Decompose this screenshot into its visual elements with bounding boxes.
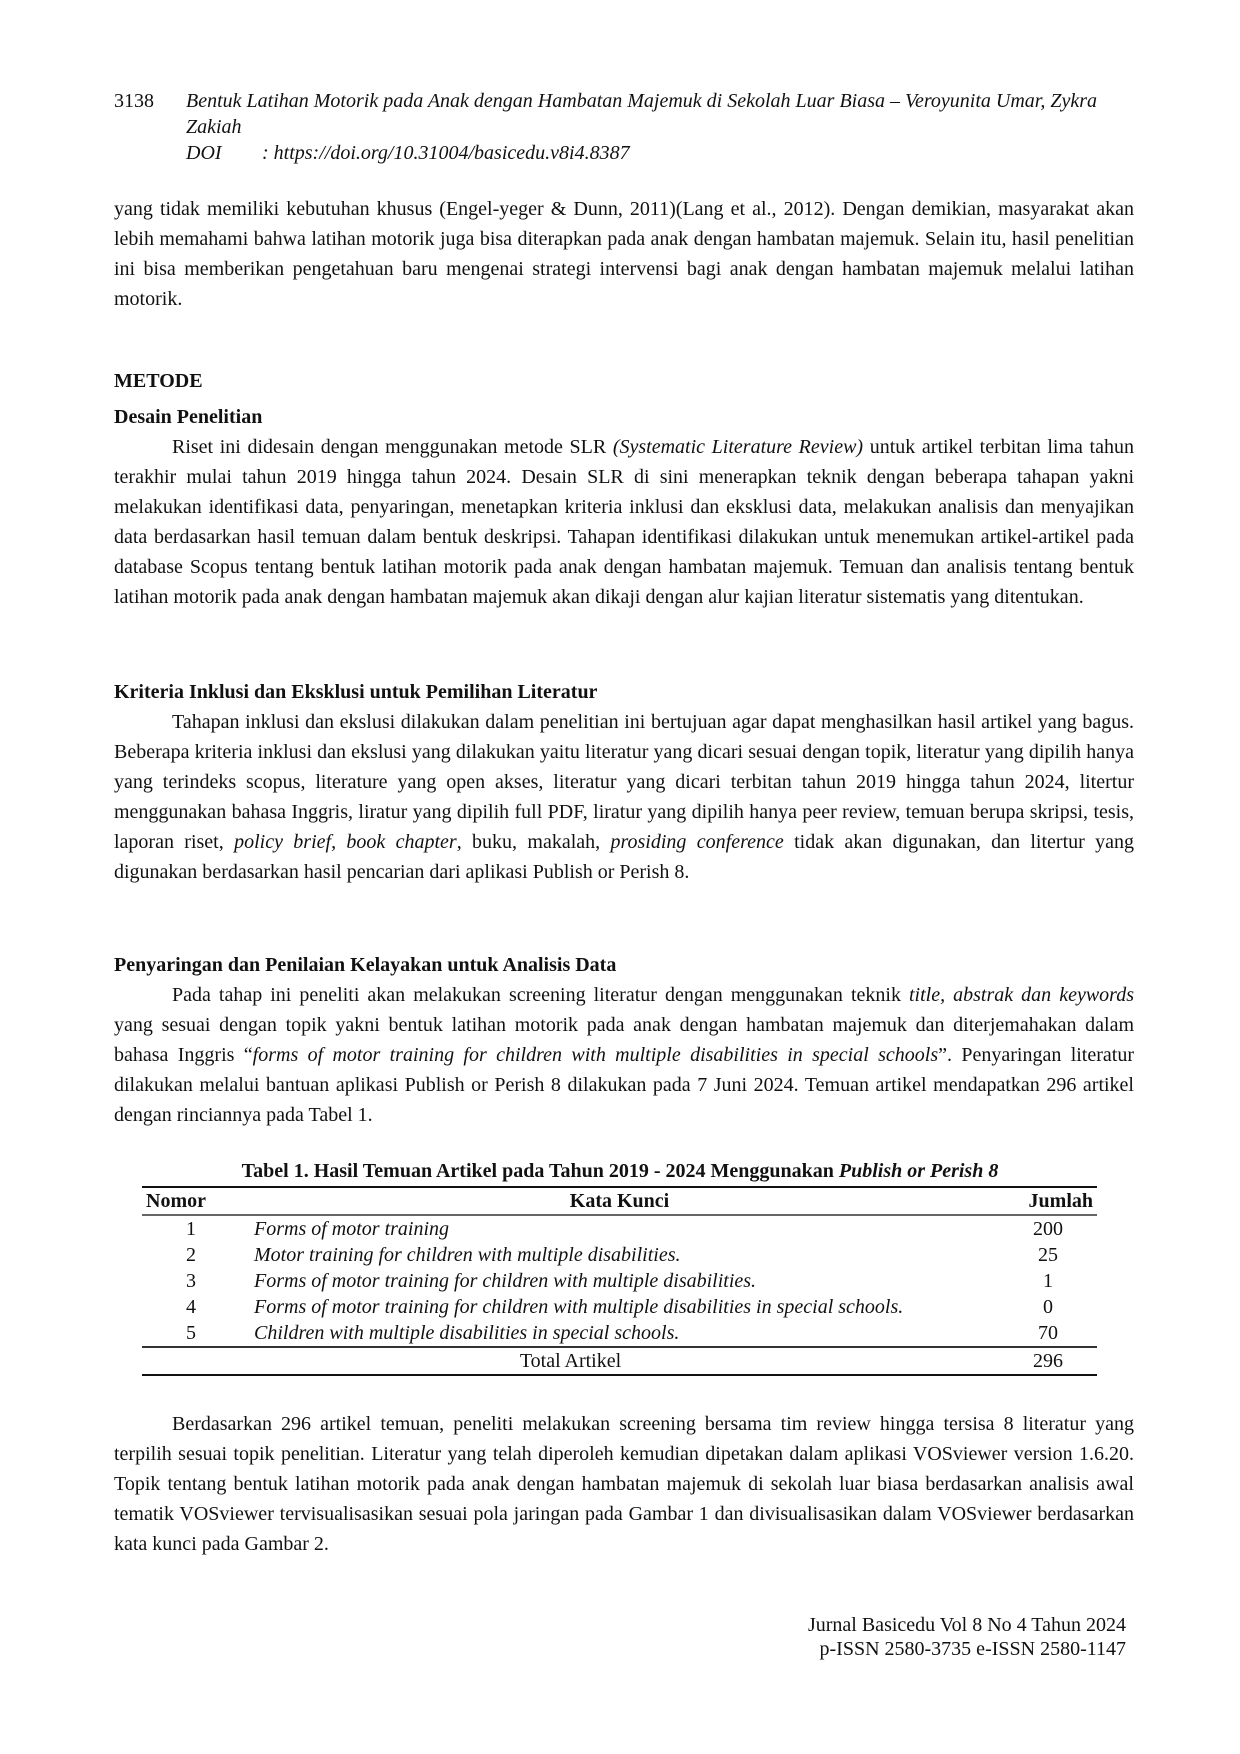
table-caption-italic: Publish or Perish 8 <box>838 1160 999 1182</box>
row-number: 4 <box>186 1296 196 1318</box>
results-table <box>142 1186 1097 1376</box>
header-doi <box>186 140 1134 166</box>
header-article-title: Bentuk Latihan Motorik pada Anak dengan Hambatan Majemuk di Sekolah Luar Biasa – Veroyunita Umar, Zykra Zakiah <box>186 90 1098 138</box>
kriteria-text-b: , buku, makalah, <box>456 831 611 853</box>
row-keyword: Children with multiple disabilities in special schools. <box>254 1322 680 1344</box>
closing-paragraph: Berdasarkan 296 artikel temuan, peneliti melakukan screening bersama tim review hingga tersisa 8 literatur yang terpilih sesuai topik penelitian. Literatur yang telah diperoleh kemudian dipetakan dalam aplikasi VOSviewer version 1.6.20. Topik tentang bentuk latihan motorik pada anak dengan hambatan majemuk di sekolah luar biasa berdasarkan analisis awal tematik VOSviewer tervisualisasikan sesuai pola jaringan pada Gambar 1 dan divisualisasikan dalam VOSviewer berdasarkan kata kunci pada Gambar 2. <box>114 1413 1134 1555</box>
page-number: 3138 <box>114 90 154 112</box>
closing-block <box>114 1409 1134 1559</box>
kriteria-text-c: tidak akan digunakan, dan litertur yang digunakan berdasarkan hasil pencarian dari aplikasi Publish or Perish 8. <box>114 831 1135 883</box>
row-count: 70 <box>1038 1322 1058 1344</box>
desain-text-italic: (Systematic Literature Review) <box>612 436 864 458</box>
subsection-title-penyaringan: Penyaringan dan Penilaian Kelayakan untuk Analisis Data <box>114 954 617 976</box>
kriteria-paragraph <box>114 707 1134 887</box>
column-header-kata-kunci: Kata Kunci <box>240 1187 999 1215</box>
intro-block <box>114 194 1134 314</box>
screening-section <box>114 950 1134 1130</box>
row-count: 0 <box>1043 1296 1053 1318</box>
row-keyword: Forms of motor training for children with multiple disabilities. <box>254 1270 757 1292</box>
row-count: 25 <box>1038 1244 1058 1266</box>
penyaringan-text-c: ”. Penyaringan literatur dilakukan melalui bantuan aplikasi Publish or Perish 8 dilakukan pada 7 Juni 2024. Temuan artikel mendapatkan 296 artikel dengan rinciannya pada Tabel 1. <box>114 1044 1134 1126</box>
row-number: 5 <box>186 1322 196 1344</box>
subsection-title-desain: Desain Penelitian <box>114 406 263 428</box>
doi-label: DOI <box>186 142 222 164</box>
footer-journal: Jurnal Basicedu Vol 8 No 4 Tahun 2024 <box>807 1614 1126 1636</box>
total-label: Total Artikel <box>142 1347 999 1375</box>
penyaringan-text-b: yang sesuai dengan topik yakni bentuk latihan motorik pada anak dengan hambatan majemuk dan diterjemahakan dalam bahasa Inggris “ <box>114 1014 1134 1066</box>
table-total-row <box>142 1347 1097 1375</box>
table-row <box>142 1294 1097 1320</box>
table-row <box>142 1242 1097 1268</box>
row-keyword: Motor training for children with multiple disabilities. <box>254 1244 681 1266</box>
column-header-jumlah: Jumlah <box>999 1187 1097 1215</box>
row-keyword: Forms of motor training <box>254 1218 450 1240</box>
desain-text-a: Riset ini didesain dengan menggunakan metode SLR <box>172 436 613 458</box>
kriteria-text-italic-1: policy brief, book chapter <box>234 831 457 853</box>
penyaringan-text-italic-1: title, abstrak dan keywords <box>909 984 1134 1006</box>
table-caption <box>140 1158 1100 1184</box>
header-text <box>186 88 1134 166</box>
row-number: 3 <box>186 1270 196 1292</box>
total-value: 296 <box>999 1347 1097 1375</box>
row-number: 1 <box>186 1218 196 1240</box>
kriteria-text-a: Tahapan inklusi dan ekslusi dilakukan dalam penelitian ini bertujuan agar dapat menghasilkan hasil artikel yang bagus. Beberapa kriteria inklusi dan ekslusi yang dilakukan yaitu literatur yang dicari sesuai dengan topik, literatur yang dipilih hanya yang terindeks scopus, literature yang open akses, literatur yang dicari terbitan tahun 2019 hingga tahun 2024, litertur menggunakan bahasa Inggris, liratur yang dipilih full PDF, liratur yang dipilih hanya peer review, temuan berupa skripsi, tesis, laporan riset, <box>114 711 1134 853</box>
penyaringan-paragraph <box>114 980 1134 1130</box>
desain-paragraph <box>114 432 1134 612</box>
table-row <box>142 1215 1097 1242</box>
row-number: 2 <box>186 1244 196 1266</box>
row-keyword: Forms of motor training for children with multiple disabilities in special schools. <box>254 1296 904 1318</box>
penyaringan-text-italic-2: forms of motor training for children with multiple disabilities in special schools <box>252 1044 939 1066</box>
row-count: 200 <box>1033 1218 1063 1240</box>
row-count: 1 <box>1043 1270 1053 1292</box>
subsection-title-kriteria: Kriteria Inklusi dan Eksklusi untuk Pemilihan Literatur <box>114 681 598 703</box>
penyaringan-text-a: Pada tahap ini peneliti akan melakukan screening literatur dengan menggunakan teknik <box>172 984 909 1006</box>
doi-link[interactable]: : https://doi.org/10.31004/basicedu.v8i4.8387 <box>262 142 630 164</box>
page-footer <box>808 1613 1126 1661</box>
footer-issn: p-ISSN 2580-3735 e-ISSN 2580-1147 <box>819 1638 1126 1660</box>
table-caption-text: Tabel 1. Hasil Temuan Artikel pada Tahun 2019 - 2024 Menggunakan <box>241 1160 839 1182</box>
criteria-section <box>114 677 1134 887</box>
column-header-nomor: Nomor <box>142 1187 240 1215</box>
table-row <box>142 1320 1097 1347</box>
section-title-metode: METODE <box>114 370 203 392</box>
intro-paragraph: yang tidak memiliki kebutuhan khusus (Engel-yeger & Dunn, 2011)(Lang et al., 2012). Dengan demikian, masyarakat akan lebih memahami bahwa latihan motorik juga bisa diterapkan pada anak dengan hambatan majemuk. Selain itu, hasil penelitian ini bisa memberikan pengetahuan baru mengenai strategi intervensi bagi anak dengan hambatan majemuk melalui latihan motorik. <box>114 198 1134 310</box>
desain-text-b: untuk artikel terbitan lima tahun terakhir mulai tahun 2019 hingga tahun 2024. Desain SLR di sini menerapkan teknik dengan beberapa tahapan yakni melakukan identifikasi data, penyaringan, menetapkan kriteria inklusi dan eksklusi data, melakukan analisis dan menyajikan data berdasarkan hasil temuan dalam bentuk deskripsi. Tahapan identifikasi dilakukan untuk menemukan artikel-artikel pada database Scopus tentang bentuk latihan motorik pada anak dengan hambatan majemuk. Temuan dan analisis tentang bentuk latihan motorik pada anak dengan hambatan majemuk akan dikaji dengan alur kajian literatur sistematis yang ditentukan. <box>114 436 1134 608</box>
table-row <box>142 1268 1097 1294</box>
method-section <box>114 366 1134 612</box>
kriteria-text-italic-2: prosiding conference <box>610 831 784 853</box>
table-header-row <box>142 1187 1097 1215</box>
